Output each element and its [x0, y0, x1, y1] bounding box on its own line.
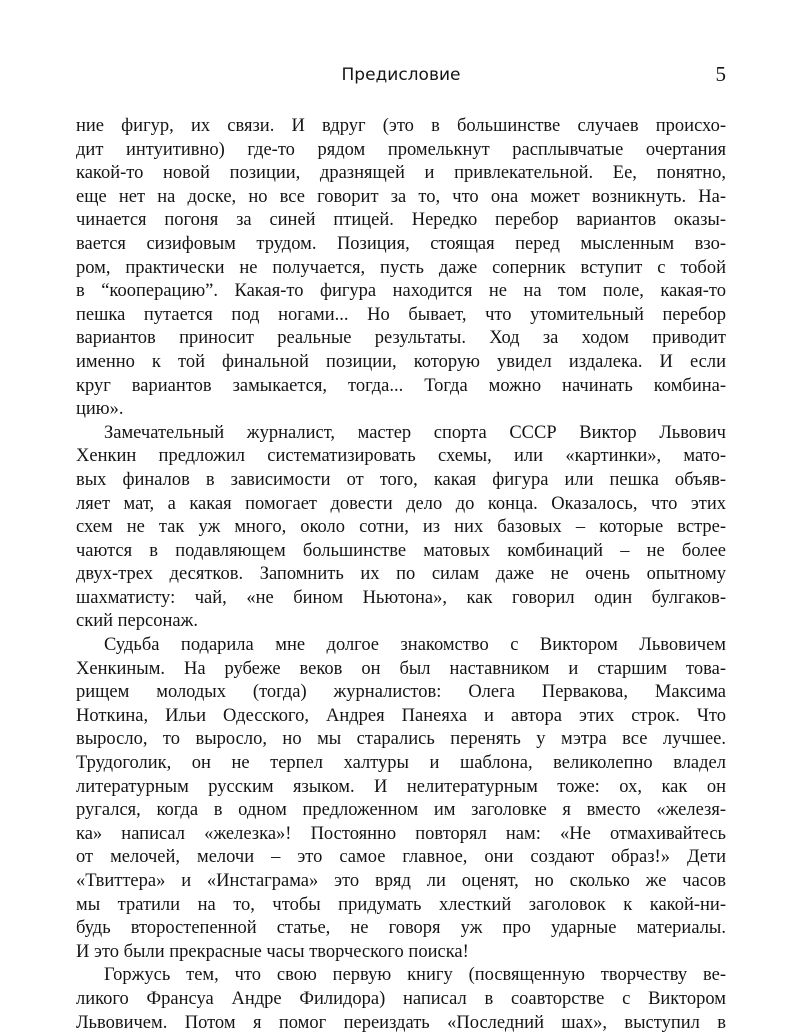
text-line: мы тратили на то, чтобы придумать хлесткий заголовок к какой-ни-	[76, 894, 726, 915]
text-line: ругался, когда в одном предложенном им заголовке я вместо «железя-	[76, 800, 726, 821]
text-line: ка» написал «железка»! Постоянно повторял нам: «Не отмахивайтесь	[76, 823, 726, 844]
text-line: рищем молодых (тогда) журналистов: Олега Первакова, Максима	[76, 682, 726, 703]
text-line: вариантов приносит реальные результаты. Ход за ходом приводит	[76, 328, 726, 349]
page-number: 5	[715, 62, 726, 86]
text-line: ляет мат, а какая помогает довести дело до конца. Оказалось, что этих	[76, 493, 726, 514]
text-line: Судьба подарила мне долгое знакомство с Виктором Львовичем	[104, 635, 726, 656]
text-line: двух-трех десятков. Запомнить их по силам даже не очень опытному	[76, 564, 726, 585]
text-line: в “кооперацию”. Какая-то фигура находится не на том поле, какая-то	[76, 281, 726, 302]
text-line: Львовичем. Потом я помог переиздать «Последний шах», выступил в	[76, 1012, 726, 1033]
body-text	[76, 115, 726, 1035]
text-line: будь второстепенной статье, не говоря уж про ударные материалы.	[76, 918, 726, 939]
text-line: пешка путается под ногами... Но бывает, что утомительный перебор	[76, 304, 726, 325]
text-line: чаются в подавляющем большинстве матовых комбинаций – не более	[76, 540, 726, 561]
text-line: схем не так уж много, около сотни, из них базовых – которые встре-	[76, 517, 726, 538]
text-line: ский персонаж.	[76, 611, 198, 632]
text-line: именно к той финальной позиции, которую увидел издалека. И если	[76, 351, 726, 372]
text-line: Ноткина, Ильи Одесского, Андрея Панеяха и автора этих строк. Что	[76, 705, 726, 726]
text-line: Трудоголик, он не терпел халтуры и шаблона, великолепно владел	[76, 753, 726, 774]
text-line: И это были прекрасные часы творческого поиска!	[76, 941, 469, 962]
text-line: «Твиттера» и «Инстаграма» это вряд ли оценят, но сколько же часов	[76, 871, 726, 891]
text-line: чинается погоня за синей птицей. Нередко перебор вариантов оказы-	[76, 210, 726, 231]
text-line: какой-то новой позиции, дразнящей и привлекательной. Ее, понятно,	[76, 163, 726, 184]
text-line: ром, практически не получается, пусть даже соперник вступит с тобой	[76, 257, 726, 278]
text-line: вается сизифовым трудом. Позиция, стоящая перед мысленным взо-	[76, 233, 726, 254]
text-line: Хенкиным. На рубеже веков он был наставником и старшим това-	[76, 658, 726, 679]
chapter-title: Предисловие	[341, 65, 461, 85]
text-line: ликого Франсуа Андре Филидора) написал в соавторстве с Виктором	[76, 988, 726, 1009]
text-line: цию».	[76, 399, 124, 420]
text-line: Замечательный журналист, мастер спорта СССР Виктор Львович	[104, 422, 726, 443]
text-line: выросло, то выросло, но мы старались перенять у мэтра все лучшее.	[76, 729, 726, 750]
text-line: ние фигур, их связи. И вдруг (это в большинстве случаев происхо-	[76, 116, 726, 136]
text-line: круг вариантов замыкается, тогда... Тогда можно начинать комбина-	[76, 375, 726, 396]
text-line: Горжусь тем, что свою первую книгу (посвященную творчеству ве-	[104, 965, 726, 986]
running-header	[76, 62, 726, 88]
text-line: шахматисту: чай, «не бином Ньютона», как говорил один булгаков-	[76, 587, 726, 608]
text-line: еще нет на доске, но все говорит за то, что она может возникнуть. На-	[76, 186, 726, 207]
text-line: вых финалов в зависимости от того, какая фигура или пешка объяв-	[76, 469, 726, 490]
text-line: литературным русским языком. И нелитературным тоже: ох, как он	[76, 776, 726, 797]
text-line: дит интуитивно) где-то рядом промелькнут расплывчатые очертания	[76, 139, 726, 160]
text-line: Хенкин предложил систематизировать схемы, или «картинки», мато-	[76, 446, 726, 467]
text-line: от мелочей, мелочи – это самое главное, они создают образ!» Дети	[76, 847, 726, 868]
